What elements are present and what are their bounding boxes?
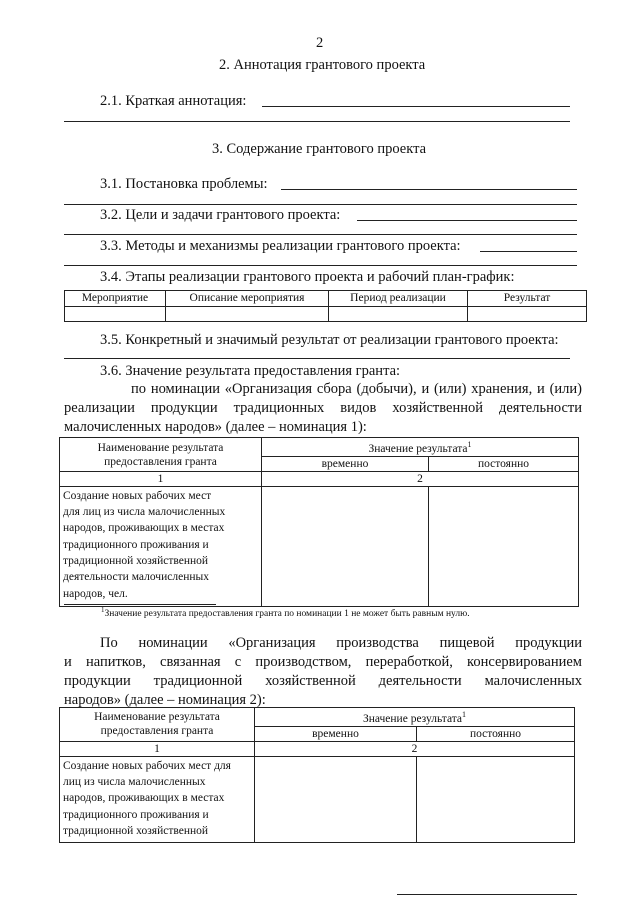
n1-header-value-text: Значение результата — [368, 442, 468, 455]
n1-row-line-1: Создание новых рабочих мест — [63, 489, 212, 502]
n1-row-name — [60, 486, 262, 606]
nomination-2-line-2: и напитков, связанная с производством, переработкой, консервированием — [64, 654, 582, 670]
plan-cell-result[interactable] — [468, 307, 587, 322]
n1-header-name-line-1: Наименование результата — [97, 441, 224, 454]
n1-cell-temp[interactable] — [262, 486, 429, 606]
n2-header-perm: постоянно — [417, 726, 575, 741]
item-2-1-fill-line-2[interactable] — [64, 121, 570, 122]
item-3-1-fill-line-2[interactable] — [64, 204, 577, 205]
item-3-3-fill-line-2[interactable] — [64, 265, 577, 266]
n1-header-perm: постоянно — [429, 456, 579, 471]
item-2-1-label: 2.1. Краткая аннотация: — [100, 93, 247, 109]
n1-header-name — [60, 438, 262, 472]
plan-cell-period[interactable] — [329, 307, 468, 322]
n1-footnote-mark: 1 — [467, 440, 472, 449]
n2-row-name — [60, 756, 255, 842]
section-3-title: 3. Содержание грантового проекта — [212, 141, 427, 157]
plan-cell-event[interactable] — [65, 307, 166, 322]
n2-col-num-1: 1 — [60, 741, 255, 756]
plan-header-event: Мероприятие — [65, 291, 166, 307]
nomination-1-table — [59, 437, 579, 607]
nomination-1-line-3: малочисленных народов» (далее – номинация 1): — [64, 419, 367, 435]
n2-cell-perm[interactable] — [417, 756, 575, 842]
n2-header-name-line-2: предоставления гранта — [100, 725, 214, 738]
footnote — [101, 604, 470, 620]
plan-header-period: Период реализации — [329, 291, 468, 307]
section-2-title: 2. Аннотация грантового проекта — [219, 57, 426, 73]
n2-row-line-4: традиционного проживания и — [63, 808, 209, 821]
nomination-2-line-1: По номинации «Организация производства пищевой продукции — [100, 635, 582, 651]
item-3-1-fill-line[interactable] — [281, 189, 577, 190]
item-3-5-label: 3.5. Конкретный и значимый результат от реализации грантового проекта: — [100, 332, 559, 348]
item-3-5-fill-line[interactable] — [64, 358, 570, 359]
n2-cell-temp[interactable] — [255, 756, 417, 842]
n2-row-line-5: традиционной хозяйственной — [63, 825, 209, 838]
plan-header-description: Описание мероприятия — [166, 291, 329, 307]
n2-header-temp: временно — [255, 726, 417, 741]
nomination-2-line-4: народов» (далее – номинация 2): — [64, 692, 266, 708]
n2-row-line-1: Создание новых рабочих мест для — [63, 759, 231, 772]
item-3-2-fill-line[interactable] — [357, 220, 577, 221]
n2-header-value — [255, 708, 575, 727]
signature-line[interactable] — [397, 894, 577, 895]
n2-footnote-mark: 1 — [462, 710, 467, 719]
nomination-2-line-3: продукции традиционной хозяйственной деятельности малочисленных — [64, 673, 582, 689]
item-3-3-fill-line[interactable] — [480, 251, 577, 252]
n1-header-value — [262, 438, 579, 457]
item-3-3-label: 3.3. Методы и механизмы реализации грантового проекта: — [100, 238, 461, 254]
n2-col-num-2: 2 — [255, 741, 575, 756]
page-number: 2 — [316, 35, 324, 51]
item-3-2-label: 3.2. Цели и задачи грантового проекта: — [100, 207, 341, 223]
nomination-1-line-1: по номинации «Организация сбора (добычи), и (или) хранения, и (или) — [131, 381, 582, 397]
n1-header-temp: временно — [262, 456, 429, 471]
n1-cell-perm[interactable] — [429, 486, 579, 606]
footnote-text: Значение результата предоставления гранта по номинации 1 не может быть равным нулю. — [104, 609, 470, 620]
n1-row-line-6: деятельности малочисленных — [63, 571, 209, 584]
plan-header-result: Результат — [468, 291, 587, 307]
n2-header-value-text: Значение результата — [362, 712, 463, 725]
footnote-mark: 1 — [101, 606, 105, 614]
n2-header-name-line-1: Наименование результата — [94, 711, 220, 724]
item-3-6-label: 3.6. Значение результата предоставления гранта: — [100, 363, 401, 379]
nomination-1-line-2: реализации продукции традиционных видов хозяйственной деятельности — [64, 400, 582, 416]
n1-col-num-2: 2 — [262, 471, 579, 486]
item-3-4-label: 3.4. Этапы реализации грантового проекта и рабочий план-график: — [100, 269, 515, 285]
item-3-1-label: 3.1. Постановка проблемы: — [100, 176, 268, 192]
n1-col-num-1: 1 — [60, 471, 262, 486]
n1-row-line-2: для лиц из числа малочисленных — [63, 506, 226, 519]
n2-row-line-3: народов, проживающих в местах — [63, 792, 225, 805]
item-3-2-fill-line-2[interactable] — [64, 234, 577, 235]
n1-header-name-line-2: предоставления гранта — [104, 455, 217, 468]
plan-cell-description[interactable] — [166, 307, 329, 322]
plan-table — [64, 290, 587, 322]
item-2-1-fill-line[interactable] — [262, 106, 570, 107]
n1-row-line-3: народов, проживающих в местах — [63, 522, 225, 535]
n2-row-line-2: лиц из числа малочисленных — [63, 776, 206, 789]
n1-row-line-7: народов, чел. — [63, 587, 128, 600]
nomination-2-table — [59, 707, 575, 843]
n2-header-name — [60, 708, 255, 742]
n1-row-line-5: традиционной хозяйственной — [63, 555, 209, 568]
n1-row-line-4: традиционного проживания и — [63, 538, 209, 551]
